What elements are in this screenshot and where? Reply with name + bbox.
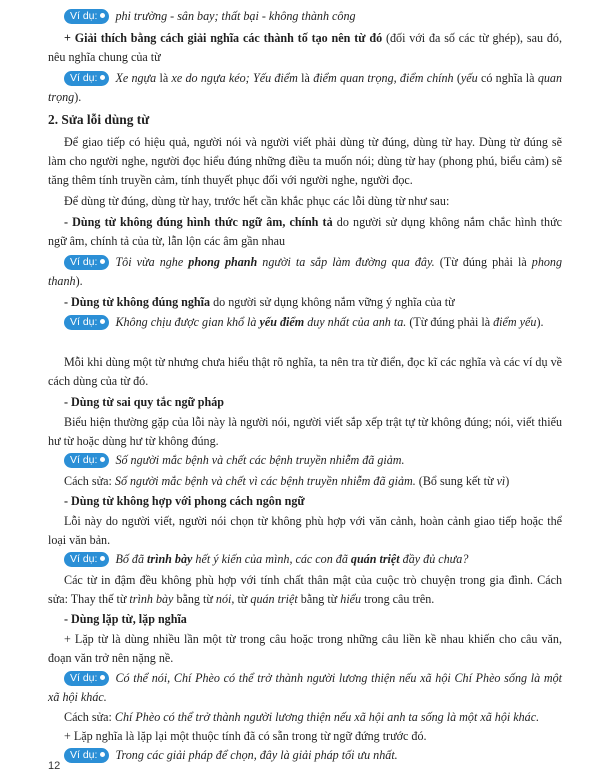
bold-phrase: - Dùng từ không đúng nghĩa — [64, 295, 211, 309]
example-badge: Ví dụ: — [64, 552, 109, 567]
text-run: ( — [453, 71, 461, 85]
example-text: Số người mắc bệnh và chết các bệnh truyền nhiễm đã giảm. — [115, 453, 405, 467]
example-text: Trong các giải pháp để chọn, đây là giải pháp tối ưu nhất. — [115, 748, 398, 762]
example-text: phi trường - sân bay; thất bại - không thành công — [115, 9, 356, 23]
subheading — [48, 393, 562, 412]
text-run: là — [297, 71, 314, 85]
text-run: (Từ đúng phải là — [434, 255, 532, 269]
bold-phrase: - Dùng từ không đúng hình thức ngữ âm, chính tả — [64, 215, 333, 229]
text-run: ). — [75, 274, 83, 289]
section-heading: 2. Sửa lỗi dùng từ — [48, 112, 150, 127]
paragraph: Mỗi khi dùng một từ nhưng chưa hiểu thật rõ nghĩa, ta nên tra từ điển, đọc kĩ các nghĩa và các ví dụ về cách dùng của từ đó. — [48, 355, 562, 389]
example-text-bold: phong phanh — [188, 255, 258, 269]
paragraph: Lỗi này do người viết, người nói chọn từ không phù hợp với văn cảnh, hoàn cảnh giao tiếp hoặc thể loại văn bản. — [48, 514, 562, 548]
example-line — [48, 746, 562, 765]
bold-phrase: + Giải thích bằng cách giải nghĩa các thành tố tạo nên từ đó — [64, 31, 383, 45]
example-line — [48, 69, 562, 107]
bold-phrase: - Dùng lặp từ, lặp nghĩa — [64, 612, 187, 626]
text-run: (Từ đúng phải là — [406, 315, 494, 329]
example-text-bold: quán triệt — [350, 552, 400, 566]
text-run: có nghĩa là — [477, 71, 538, 85]
example-text: điểm yếu — [493, 315, 537, 329]
example-badge: Ví dụ: — [64, 748, 109, 763]
text-run: Các từ in đậm đều không phù hợp với tính chất thân mật của cuộc trò chuyện trong gia đình. Cách sửa: Thay thế từ — [48, 573, 562, 607]
text-run: Cách sửa: — [64, 474, 115, 488]
paragraph: + Lặp từ là dùng nhiều lần một từ trong câu hoặc trong những câu liền kề nhau khiến cho câu văn, đoạn văn trở nên nặng nề. — [48, 632, 562, 666]
example-text: quan trọng — [48, 71, 562, 105]
example-text: xe do ngựa kéo; Yếu điểm — [171, 71, 298, 85]
paragraph — [48, 472, 562, 491]
text-run: bằng từ — [173, 592, 216, 607]
example-badge: Ví dụ: — [64, 255, 109, 270]
bold-phrase: - Dùng từ không hợp với phong cách ngôn ngữ — [64, 494, 305, 508]
example-text: Chí Phèo có thể trở thành người lương thiện nếu xã hội anh ta sống là một xã hội khác. — [114, 710, 540, 724]
paragraph: Biểu hiện thường gặp của lỗi này là người nói, người viết sắp xếp trật tự từ không đúng; nói, viết thiếu hư từ hoặc dùng hư từ không đúng. — [48, 415, 562, 449]
example-text: hiểu — [340, 592, 362, 607]
example-line — [48, 669, 562, 707]
text-run: , từ — [231, 592, 251, 607]
text-run: do người sử dụng không nắm chắc hình thức ngữ âm, chính tả của từ, lẫn lộn các âm gần nhau — [48, 215, 562, 249]
text-run: bằng từ — [297, 592, 341, 607]
example-text: Có thể nói, Chí Phèo có thể trở thành người lương thiện nếu xã hội Chí Phèo sống là một xã hội khác. — [48, 671, 562, 705]
text-run: Cách sửa: — [64, 710, 115, 724]
paragraph: Để giao tiếp có hiệu quả, người nói và người viết phải dùng từ đúng, dùng từ hay. Dùng từ đúng sẽ làm cho người nghe, người đọc hiểu đúng những điều ta muốn nói; dùng từ hay (phong phú, biểu cảm) sẽ tăng thêm tính truyền cảm, tính thuyết phục đối với người nghe, người đọc. — [48, 135, 562, 188]
example-line — [48, 253, 562, 291]
example-line — [48, 7, 562, 26]
example-badge: Ví dụ: — [64, 671, 109, 686]
example-line — [48, 313, 562, 332]
example-text: Xe ngựa — [115, 71, 157, 85]
example-text: nói — [215, 592, 232, 607]
example-line — [48, 550, 562, 569]
example-text: quán triệt — [250, 592, 298, 607]
paragraph: + Lặp nghĩa là lặp lại một thuộc tính đã có sẵn trong từ ngữ đứng trước đó. — [64, 729, 427, 743]
text-run: (đối với đa số các từ ghép), sau đó, nêu nghĩa chung của từ — [48, 31, 562, 65]
paragraph — [48, 29, 562, 67]
example-text: Tôi vừa nghe — [115, 255, 189, 269]
text-run: (Bổ sung kết từ — [415, 474, 497, 488]
example-badge: Ví dụ: — [64, 9, 109, 24]
example-text: đầy đủ chưa? — [399, 552, 469, 566]
paragraph: Để dùng từ đúng, dùng từ hay, trước hết cần khắc phục các lỗi dùng từ như sau: — [64, 194, 450, 208]
text-run: trong câu trên. — [361, 592, 435, 607]
example-text-bold: trình bày — [147, 552, 193, 566]
example-text: vì — [496, 474, 506, 488]
example-text: hết ý kiến của mình, các con đã — [192, 552, 351, 566]
example-text: yếu — [460, 71, 478, 85]
example-text: trình bày — [129, 592, 174, 607]
example-text-bold: yếu điểm — [259, 315, 305, 329]
example-text: Không chịu được gian khổ là — [115, 315, 260, 329]
paragraph — [48, 708, 562, 727]
paragraph — [48, 293, 562, 312]
page-number: 12 — [48, 760, 61, 772]
text-run: ) — [505, 474, 510, 488]
text-run: ). — [536, 315, 544, 329]
text-run: do người sử dụng không nắm vững ý nghĩa của từ — [210, 295, 455, 309]
example-text: Bố đã — [115, 552, 148, 566]
example-text: Số người mắc bệnh và chết vì các bệnh truyền nhiễm đã giảm. — [114, 474, 416, 488]
subheading — [48, 610, 562, 629]
paragraph — [48, 571, 562, 609]
example-line — [48, 451, 562, 470]
example-text: duy nhất của anh ta. — [304, 315, 407, 329]
bold-phrase: - Dùng từ sai quy tắc ngữ pháp — [64, 395, 225, 409]
text-run: ). — [74, 90, 82, 105]
example-badge: Ví dụ: — [64, 315, 109, 330]
text-run: là — [156, 71, 172, 85]
example-badge: Ví dụ: — [64, 71, 109, 86]
example-badge: Ví dụ: — [64, 453, 109, 468]
example-text: người ta sắp làm đường qua đây. — [257, 255, 435, 269]
paragraph — [48, 213, 562, 251]
example-text: phong thanh — [48, 255, 562, 289]
example-text: điểm quan trọng, điểm chính — [313, 71, 454, 85]
subheading — [48, 492, 562, 511]
